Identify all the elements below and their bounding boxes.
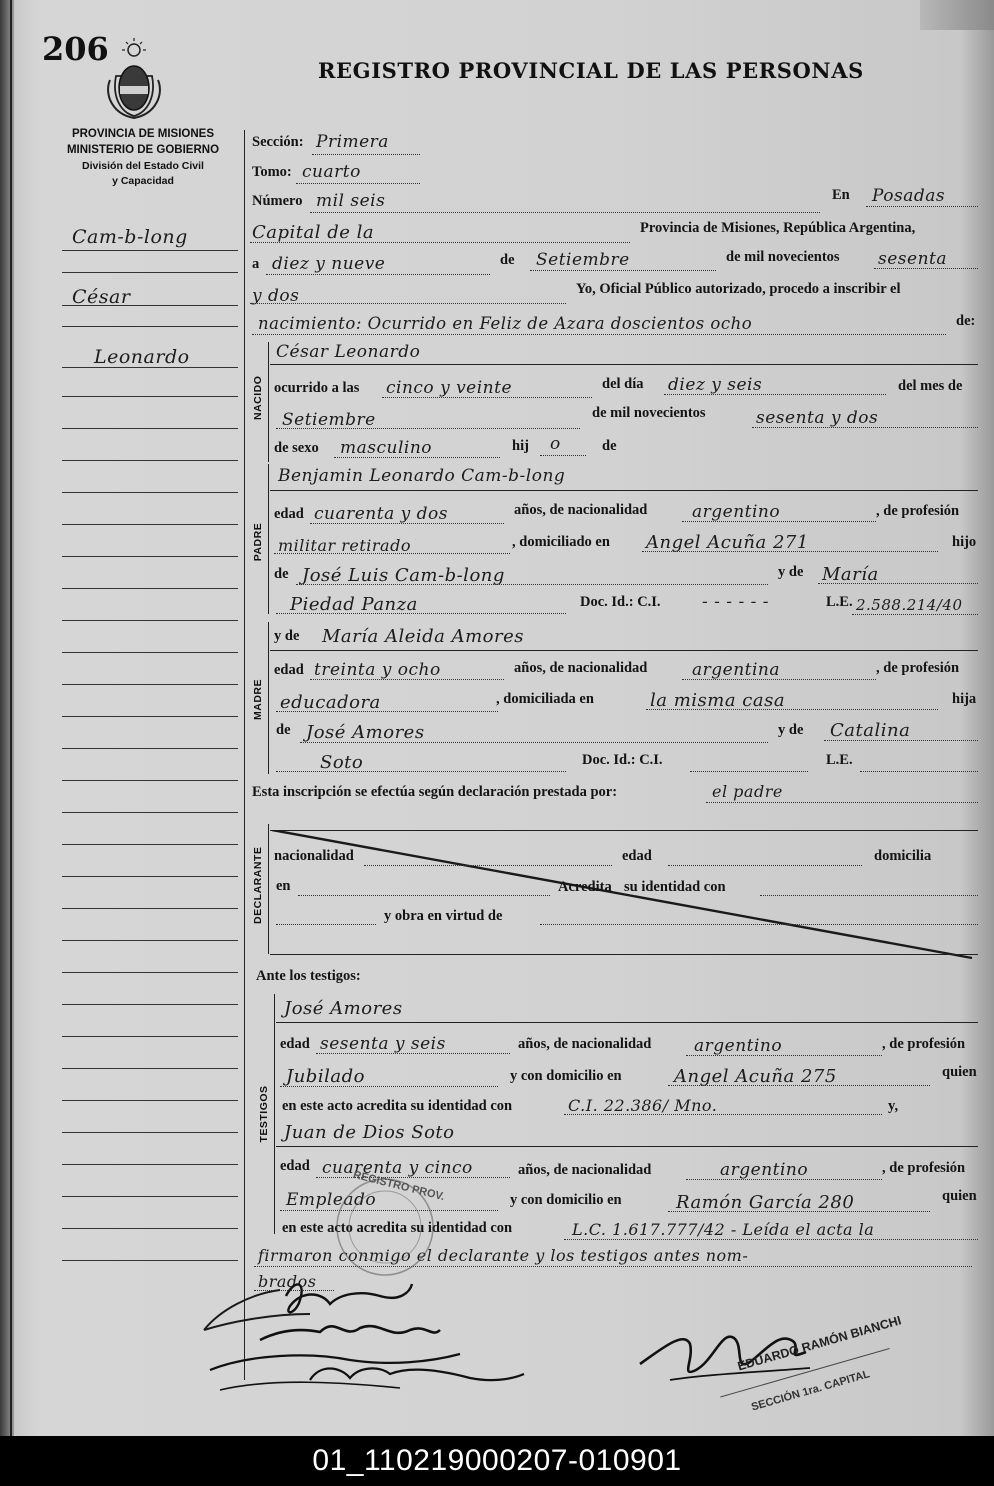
madre-padre-de: José Amores [306,722,425,743]
nacido-side-label: NACIDO [252,375,264,420]
testigo2-edad-label: edad [280,1158,310,1174]
padre-le-label: L.E. [826,594,853,610]
madre-dom: la misma casa [650,690,786,711]
testigo1-nac: argentino [694,1036,783,1056]
padre-side-label: PADRE [252,522,264,562]
closing-line-2: brados [258,1272,317,1291]
en-label: En [832,187,850,203]
nacido-de-label: de [602,438,617,454]
padre-le-value: 2.588.214/40 [856,596,963,614]
sexo-value: masculino [340,438,433,458]
testigo2-dom: Ramón García 280 [676,1192,855,1213]
padre-doc-label: Doc. Id.: C.I. [580,594,661,610]
madre-prof-label: , de profesión [876,660,960,676]
testigo1-edad-label: edad [280,1036,310,1052]
mes-value: Setiembre [282,410,376,430]
act-end-label: de: [956,313,976,329]
madre-prof: educadora [280,692,381,713]
signature-3 [262,1350,275,1351]
testigo1-prof: Jubilado [286,1066,365,1087]
margin-surname: Cam-b-long [72,226,188,248]
de-label: de [500,252,515,268]
madre-edad: treinta y ocho [314,660,441,680]
page-title: REGISTRO PROVINCIAL DE LAS PERSONAS [318,58,864,83]
page-number: 206 [42,30,109,68]
page-corner [920,0,994,30]
padre-doc-value: - - - - - - [702,592,769,612]
margin-second-name: Leonardo [94,346,190,368]
padre-prof-label: , de profesión [876,503,960,519]
tomo-label: Tomo: [252,164,292,180]
testigo1-acred-label: en este acto acredita su identidad con [282,1098,513,1114]
officer-stamp-office: SECCIÓN 1ra. CAPITAL [750,1368,872,1414]
ocurrido-label: ocurrido a las [274,380,360,396]
declarante-edad-label: edad [622,848,652,864]
testigo2-prof-label: , de profesión [882,1160,966,1176]
padre-de-label: de [274,566,289,582]
numero-value: mil seis [316,191,386,211]
testigo1-name: José Amores [284,998,403,1019]
testigo1-quien-label: quien [942,1064,977,1080]
a-label: a [252,256,260,272]
en-value: Posadas [872,186,946,206]
mes-label: del mes de [898,378,963,394]
testigo2-acred-label: en este acto acredita su identidad con [282,1220,513,1236]
madre-side-label: MADRE [252,679,264,720]
testigo1-id: C.I. 22.386/ Mno. [568,1096,718,1115]
declarante-su-label: su identidad con [624,879,726,895]
declarante-acredita-label: Acredita [558,879,612,895]
madre-madre-de: Catalina [830,720,911,741]
signature-2 [262,1320,274,1321]
province-label: Provincia de Misiones, República Argentina, [640,220,916,236]
declaracion-value: el padre [712,782,783,801]
madre-de-label: de [276,722,291,738]
ministry-line-2: MINISTERIO DE GOBIERNO [66,144,220,156]
closing-line-1: firmaron conmigo el declarante y los testigos antes nom- [258,1246,749,1265]
dia-label: del día [602,376,644,392]
signature-4 [700,1330,704,1331]
madre-name: María Aleida Amores [322,626,525,647]
officer-label: Yo, Oficial Público autorizado, procedo a inscribir el [576,281,901,297]
padre-edad-label: edad [274,506,304,522]
tomo-value: cuarto [302,162,361,182]
madre-le-label: L.E. [826,752,853,768]
declarante-nac-label: nacionalidad [274,848,354,864]
padre-nac-label: años, de nacionalidad [514,502,648,518]
padre-name: Benjamin Leonardo Cam-b-long [278,466,566,486]
testigo2-prof: Empleado [286,1190,377,1210]
testigo2-dom-label: y con domicilio en [510,1192,622,1208]
padre-dom: Angel Acuña 271 [646,532,809,553]
ministry-line-4: y Capacidad [112,175,174,187]
ante-testigos-label: Ante los testigos: [256,968,361,984]
day-value: diez y nueve [272,254,386,274]
padre-madre-de: María [822,564,879,585]
place-value: Capital de la [252,222,375,243]
declarante-bracket [268,824,269,954]
anio-label: de mil novecientos [592,405,706,421]
anio-value: sesenta y dos [756,408,879,428]
testigo1-prof-label: , de profesión [882,1036,966,1052]
padre-yde-label: y de [778,564,804,580]
officer-stamp-name: EDUARDO RAMÓN BIANCHI [736,1313,903,1374]
padre-hijo-label: hijo [952,534,977,550]
witness-signatures [190,1270,550,1410]
nacido-bracket [268,342,269,462]
act-value: nacimiento: Ocurrido en Feliz de Azara doscientos ocho [258,314,753,333]
testigo1-dom-label: y con domicilio en [510,1068,622,1084]
testigo2-quien-label: quien [942,1188,977,1204]
nacido-name: César Leonardo [276,342,421,362]
testigo1-dom: Angel Acuña 275 [674,1066,837,1087]
year-value-2: y dos [252,286,300,306]
testigo2-nac: argentino [720,1160,809,1180]
testigo1-edad: sesenta y seis [320,1034,446,1054]
madre-madre-de-2: Soto [320,752,364,773]
testigo2-name: Juan de Dios Soto [284,1122,455,1143]
ministry-line-1: PROVINCIA DE MISIONES [71,128,215,140]
testigo1-nac-label: años, de nacionalidad [518,1036,652,1052]
padre-padre-de: José Luis Cam-b-long [302,565,505,586]
sexo-label: de sexo [274,440,319,456]
round-stamp-text: REGISTRO PROV. [351,1168,446,1204]
ministry-line-3: División del Estado Civil [82,160,204,172]
year-value: sesenta [878,249,947,269]
testigo1-y-label: y, [888,1098,899,1114]
month-value: Setiembre [536,250,630,270]
madre-nac-label: años, de nacionalidad [514,660,648,676]
madre-bracket [268,622,269,774]
binding-line [10,0,12,1436]
testigo2-id: L.C. 1.617.777/42 - Leída el acta la [572,1220,875,1239]
hijo-label: hij [512,438,529,454]
ministry-block [40,126,246,188]
padre-madre-de-2: Piedad Panza [290,594,418,615]
madre-nac: argentina [692,660,781,680]
signature-1 [262,1290,269,1291]
hora-value: cinco y veinte [386,378,513,398]
madre-dom-label: , domiciliada en [496,691,594,707]
testigos-bracket [274,994,275,1234]
padre-dom-label: , domiciliado en [512,534,610,550]
year-label: de mil novecientos [726,249,840,265]
testigo2-nac-label: años, de nacionalidad [518,1162,652,1178]
dia-value: diez y seis [668,375,763,395]
declarante-obra-label: y obra en virtud de [384,908,503,924]
declarante-dom-label: domicilia [874,848,932,864]
madre-hija-label: hija [952,691,977,707]
footer-code: 01_110219000207-010901 [0,1436,994,1486]
madre-doc-label: Doc. Id.: C.I. [582,752,663,768]
declarante-side-label: DECLARANTE [252,846,264,924]
padre-bracket [268,464,269,614]
testigos-side-label: TESTIGOS [258,1085,270,1143]
main-divider [244,130,245,1380]
padre-prof: militar retirado [278,536,411,555]
madre-yde-label: y de [274,628,300,644]
padre-edad: cuarenta y dos [314,504,448,524]
seccion-label: Sección: [252,134,304,150]
numero-label: Número [252,193,303,209]
coat-of-arms-icon [104,36,164,120]
declarante-en-label: en [276,878,291,894]
margin-first-name: César [72,286,131,308]
hijo-value: o [550,434,561,454]
madre-edad-label: edad [274,662,304,678]
madre-yde2-label: y de [778,722,804,738]
seccion-value: Primera [316,132,389,152]
testigo2-edad: cuarenta y cinco [322,1158,473,1178]
padre-nac: argentino [692,502,781,522]
declaracion-label: Esta inscripción se efectúa según declaración prestada por: [252,784,618,800]
